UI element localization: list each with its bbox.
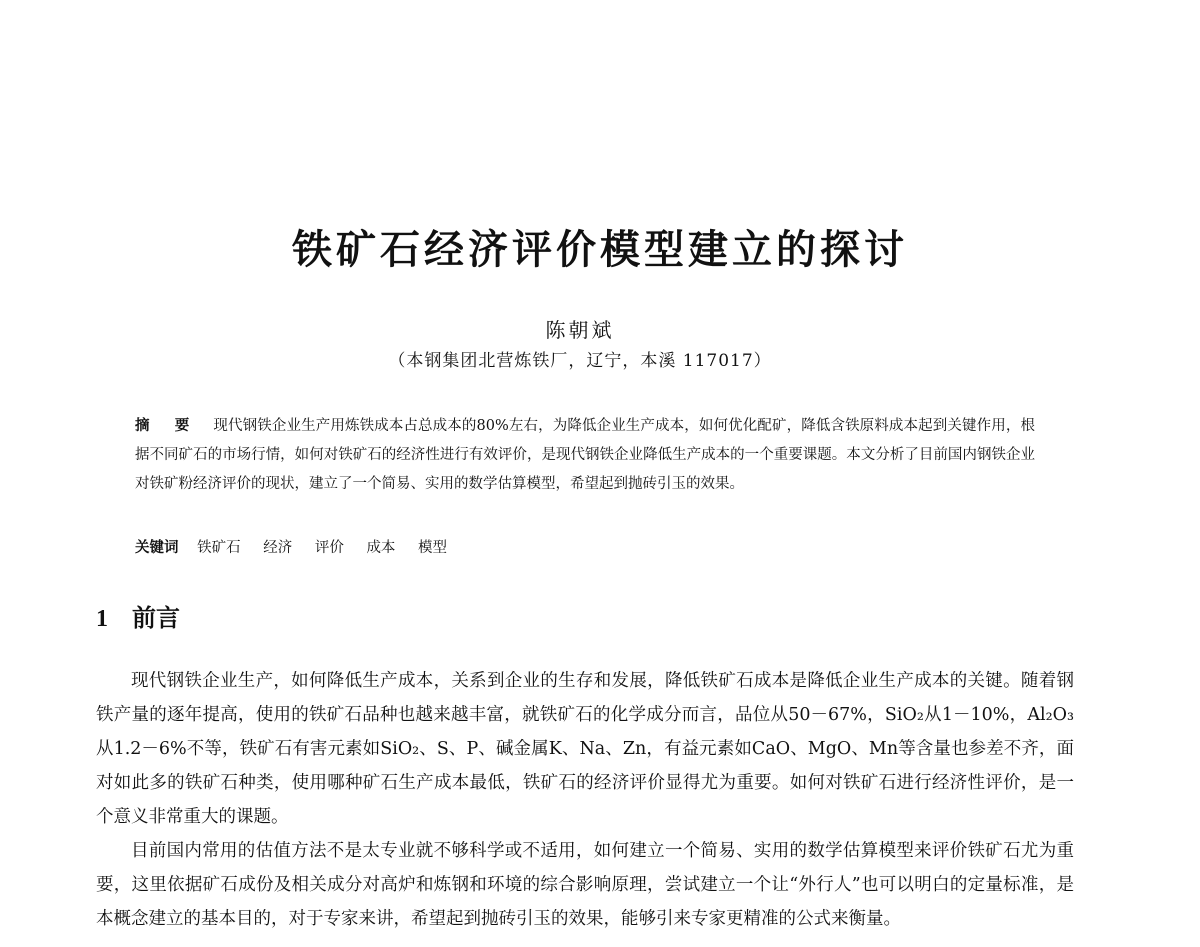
section-heading <box>96 598 180 633</box>
keywords <box>135 537 465 559</box>
keyword-item: 模型 <box>418 540 448 556</box>
section-title: 前言 <box>132 604 180 632</box>
body-paragraph: 现代钢铁企业生产，如何降低生产成本，关系到企业的生存和发展，降低铁矿石成本是降低企业生产成本的关键。随着钢铁产量的逐年提高，使用的铁矿石品种也越来越丰富，就铁矿石的化学成分而言，品位从50－67%，SiO₂从1－10%，Al₂O₃从1.2－6%不等，铁矿石有害元素如SiO₂、S、P、碱金属K、Na、Zn，有益元素如CaO、MgO、Mn等含量也参差不齐，面对如此多的铁矿石种类，使用哪种矿石生产成本最低，铁矿石的经济评价显得尤为重要。如何对铁矿石进行经济性评价，是一个意义非常重大的课题。 <box>96 671 1074 827</box>
body-paragraph: 目前国内常用的估值方法不是太专业就不够科学或不适用，如何建立一个简易、实用的数学估算模型来评价铁矿石尤为重要，这里依据矿石成份及相关成分对高炉和炼钢和环境的综合影响原理，尝试建立一个让“外行人”也可以明白的定量标准，是本概念建立的基本目的，对于专家来讲，希望起到抛砖引玉的效果，能够引来专家更精准的公式来衡量。 <box>96 841 1074 929</box>
abstract-label: 摘 要 <box>135 418 200 434</box>
section-body <box>96 664 1074 936</box>
author-name: 陈朝斌 <box>545 318 615 342</box>
section-number: 1 <box>96 606 108 632</box>
keyword-item: 评价 <box>314 540 344 556</box>
abstract-text: 现代钢铁企业生产用炼铁成本占总成本的80%左右，为降低企业生产成本，如何优化配矿，降低含铁原料成本起到关键作用，根据不同矿石的市场行情，如何对铁矿石的经济性进行有效评价，是现代钢铁企业降低生产成本的一个重要课题。本文分析了目前国内钢铁企业对铁矿粉经济评价的现状，建立了一个简易、实用的数学估算模型，希望起到抛砖引玉的效果。 <box>135 418 1035 492</box>
author-affiliation: （本钢集团北营炼铁厂，辽宁，本溪 117017） <box>388 351 772 371</box>
abstract <box>135 412 1035 499</box>
keyword-item: 成本 <box>366 540 396 556</box>
keyword-item: 经济 <box>263 540 293 556</box>
keywords-label: 关键词 <box>135 540 179 556</box>
keyword-item: 铁矿石 <box>197 540 241 556</box>
paper-title: 铁矿石经济评价模型建立的探讨 <box>292 227 908 273</box>
